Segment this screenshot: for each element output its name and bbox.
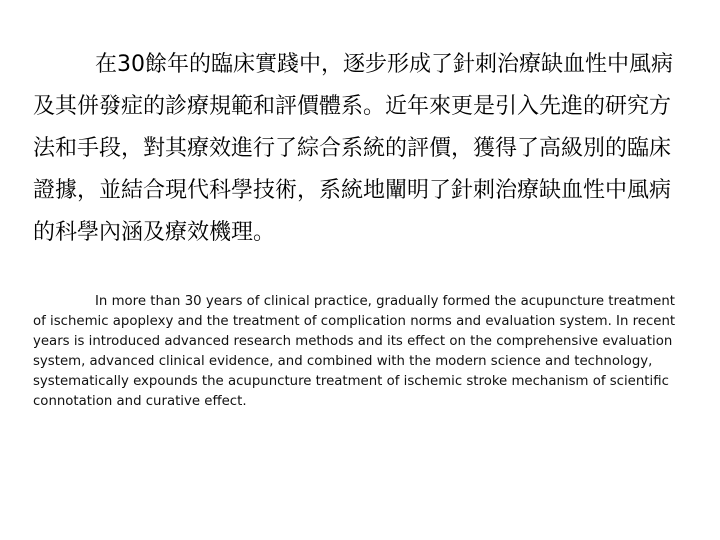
chinese-paragraph: 在30餘年的臨床實踐中，逐步形成了針刺治療缺血性中風病及其併發症的診療規範和評價體系。近年來更是引入先進的研究方法和手段，對其療效進行了綜合系統的評價，獲得了高級別的臨床證據，並結合現代科學技術，系統地闡明了針刺治療缺血性中風病的科學內涵及療效機理。	[33, 52, 673, 245]
english-paragraph: In more than 30 years of clinical practice, gradually formed the acupuncture treatment of ischemic apoplexy and the treatment of complication norms and evaluation system. In recent years is introduced advanced research methods and its effect on the comprehensive evaluation system, advanced clinical evidence, and combined with the modern science and technology, systematically expounds the acupuncture treatment of ischemic stroke mechanism of scientific connotation and curative effect.	[33, 294, 676, 409]
